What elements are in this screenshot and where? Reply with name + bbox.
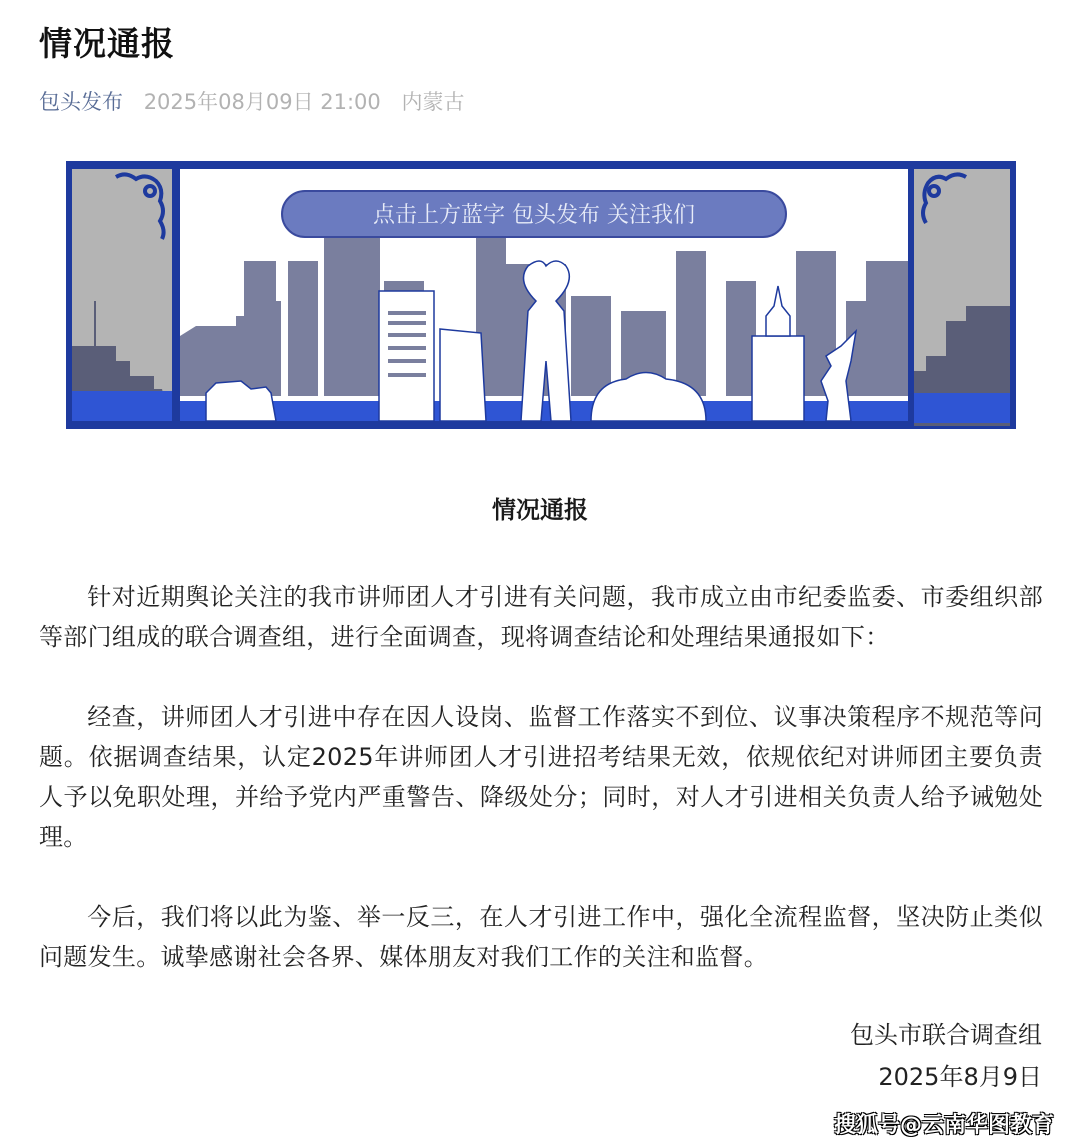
source-watermark: 搜狐号@云南华图教育: [833, 1113, 1054, 1138]
paragraph-1-text: 针对近期舆论关注的我市讲师团人才引进有关问题，我市成立由市纪委监委、市委组织部等部门组成的联合调查组，进行全面调查，现将调查结论和处理结果通报如下：: [39, 583, 1043, 651]
article-meta: [39, 86, 464, 116]
signature-organization: 包头市联合调查组: [850, 1021, 1042, 1049]
body-heading: 情况通报: [492, 496, 588, 524]
paragraph-1: [39, 577, 1043, 657]
publish-location: 内蒙古: [401, 90, 465, 114]
paragraph-3: [39, 897, 1043, 977]
signature-date: 2025年8月9日: [878, 1063, 1042, 1091]
account-name-link[interactable]: 包头发布: [39, 90, 123, 114]
banner-slogan: 点击上方蓝字 包头发布 关注我们: [373, 203, 695, 228]
paragraph-3-text: 今后，我们将以此为鉴、举一反三，在人才引进工作中，强化全流程监督，坚决防止类似问题发生。诚挚感谢社会各界、媒体朋友对我们工作的关注和监督。: [39, 903, 1043, 971]
paragraph-2: [39, 697, 1043, 857]
article-title: 情况通报: [39, 24, 175, 63]
header-banner-image: [66, 161, 1016, 429]
paragraph-2-text: 经查，讲师团人才引进中存在因人设岗、监督工作落实不到位、议事决策程序不规范等问题。依据调查结果，认定2025年讲师团人才引进招考结果无效，依规依纪对讲师团主要负责人予以免职处理，并给予党内严重警告、降级处分；同时，对人才引进相关负责人给予诫勉处理。: [39, 703, 1043, 851]
publish-datetime: 2025年08月09日 21:00: [143, 90, 381, 114]
